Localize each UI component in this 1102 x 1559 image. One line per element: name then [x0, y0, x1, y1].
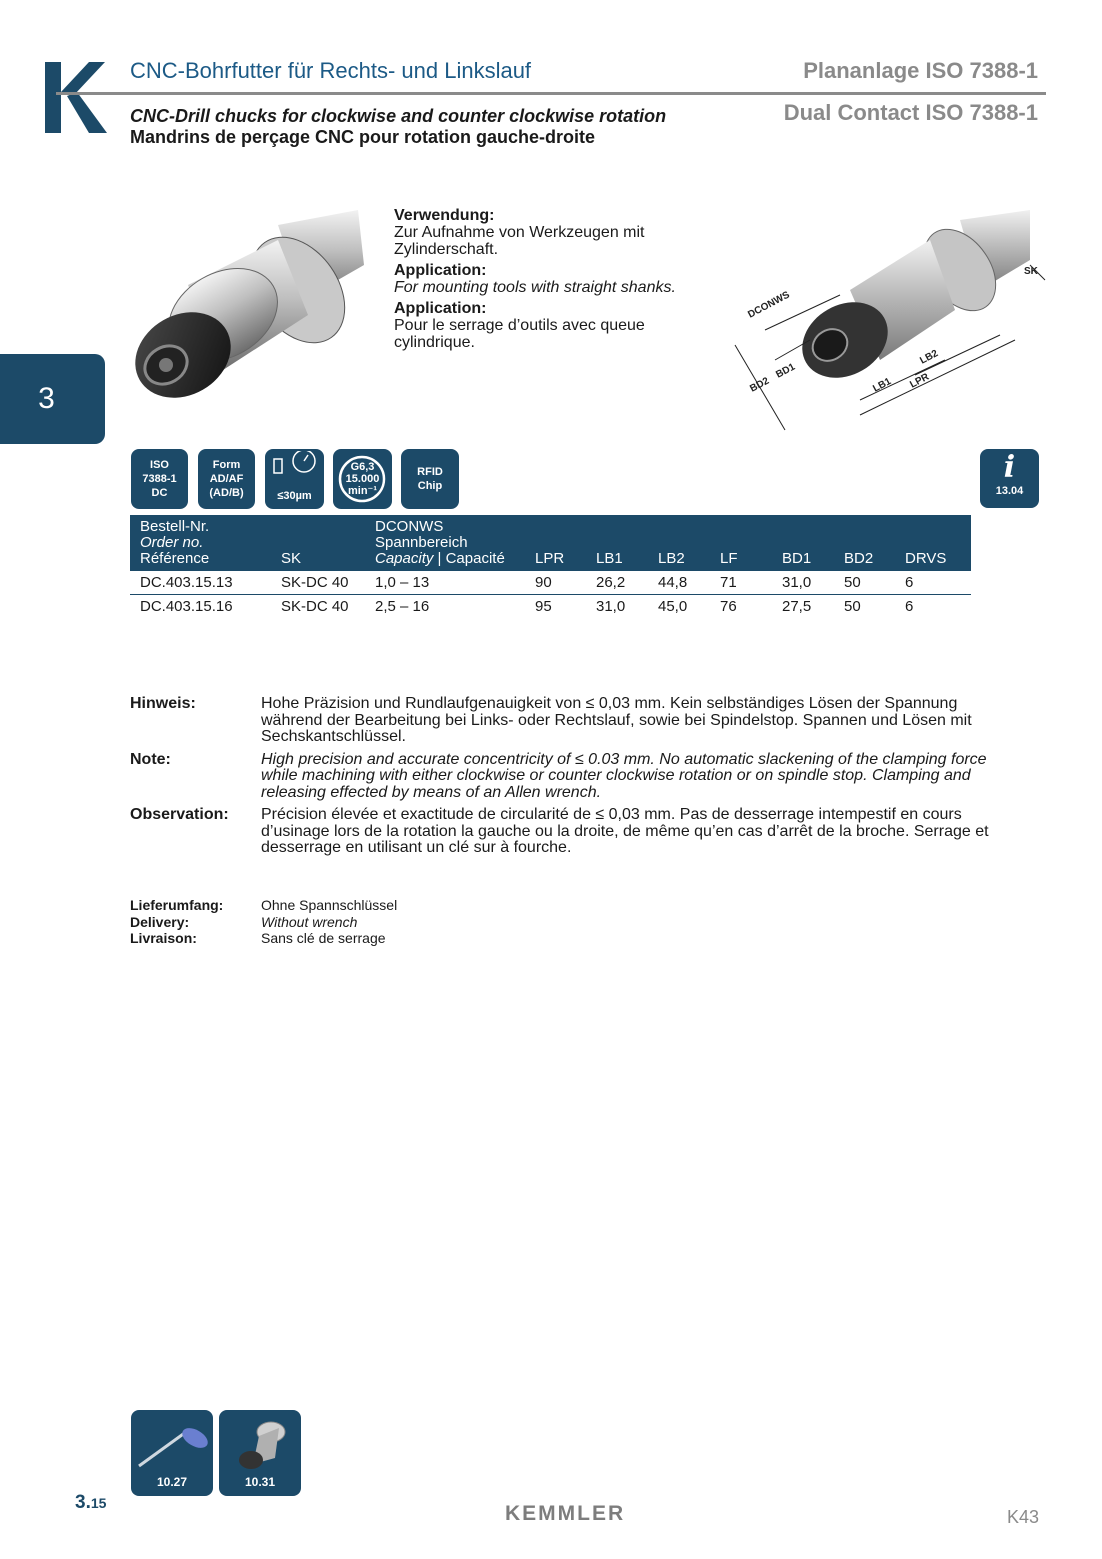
drill-chuck-photo — [128, 205, 368, 405]
note-fr-label: Observation: — [130, 806, 229, 823]
diagram-label-lb1: LB1 — [871, 376, 894, 395]
accessory-hex-key[interactable]: 10.27 — [131, 1410, 213, 1496]
title-english: CNC-Drill chucks for clockwise and counter clockwise rotation — [130, 106, 667, 126]
table-header-row: Bestell-Nr. Order no. Référence SK DCONWS Spannbereich Capacity | Capacité LPR LB1 LB2 LF BD1 BD2 DRVS — [130, 515, 971, 571]
diagram-label-lb2: LB2 — [918, 348, 941, 367]
kemmler-k-logo — [45, 62, 107, 134]
dimension-diagram — [730, 200, 1050, 440]
description-en-text: For mounting tools with straight shanks. — [394, 279, 676, 296]
diagram-label-bd1: BD1 — [774, 361, 798, 381]
diagram-label-dconws: DCONWS — [746, 289, 792, 321]
title-right-english: Dual Contact ISO 7388-1 — [783, 100, 1038, 125]
diagram-label-bd2: BD2 — [748, 375, 772, 395]
title-right-german: Plananlage ISO 7388-1 — [803, 58, 1038, 83]
dial-gauge-icon — [270, 451, 320, 481]
diagram-label-lpr: LPR — [908, 371, 932, 391]
info-badge[interactable]: i 13.04 — [980, 449, 1039, 508]
page-number: 3.15 — [75, 1492, 107, 1513]
title-german: CNC-Bohrfutter für Rechts- und Linkslauf — [130, 58, 532, 83]
accessory-pull-stud[interactable]: 10.31 — [219, 1410, 301, 1496]
note-de-label: Hinweis: — [130, 695, 196, 712]
note-fr-text: Précision élevée et exactitude de circularité de ≤ 0,03 mm. Pas de desserrage intempestif en cours d’usinage lors de la rotation la gauche ou la droite, de même qu’en cas d’arrêt de la broche. Serrage et desserrage en utilisant un clé sur à fourche. — [261, 806, 989, 856]
description-fr-text: Pour le serrage d’outils avec queue cylindrique. — [394, 317, 645, 351]
hex-key-icon — [131, 1414, 213, 1474]
delivery-section: Lieferumfang: Ohne Spannschlüssel Delivery: Without wrench Livraison: Sans clé de serrage — [130, 897, 398, 946]
brand-name: KEMMLER — [505, 1502, 626, 1525]
notes-section — [130, 696, 990, 863]
catalog-code: K43 — [1006, 1507, 1039, 1527]
table-row[interactable]: DC.403.15.13 SK-DC 40 1,0 – 13 90 26,2 44,8 71 31,0 50 6 — [130, 571, 971, 595]
description-de-text: Zur Aufnahme von Werkzeugen mit Zylinderschaft. — [394, 224, 645, 258]
runout-badge: ≤30µm — [265, 449, 324, 509]
description-en-heading: Application: — [394, 262, 487, 279]
description-fr-heading: Application: — [394, 300, 487, 317]
form-badge: Form AD/AF (AD/B) — [198, 449, 255, 509]
description — [394, 207, 724, 351]
iso-badge: ISO 7388-1 DC — [131, 449, 188, 509]
diagram-label-sk: SK — [1024, 266, 1038, 277]
table-row[interactable]: DC.403.15.16 SK-DC 40 2,5 – 16 95 31,0 45,0 76 27,5 50 6 — [140, 598, 914, 615]
note-de-text: Hohe Präzision und Rundlaufgenauigkeit von ≤ 0,03 mm. Kein selbständiges Lösen der Spannung während der Bearbeitung bei Links- oder Rechtslauf, sowie bei Spindelstop. Spannen und Lösen mit Sechskantschlüssel. — [261, 695, 972, 745]
section-tab[interactable]: 3 — [0, 354, 105, 444]
balance-badge: G6,3 15.000 min⁻¹ — [333, 449, 392, 509]
note-en-label: Note: — [130, 750, 171, 768]
info-icon: i — [1003, 450, 1016, 485]
product-table — [130, 515, 971, 618]
pull-stud-icon — [219, 1414, 301, 1476]
rfid-badge: RFID Chip — [401, 449, 459, 509]
description-de-heading: Verwendung: — [394, 207, 495, 224]
note-en-text: High precision and accurate concentricity of ≤ 0.03 mm. No automatic slackening of the clamping force while machining with either clockwise or counter clockwise rotation or on spindle stop. Clamping and releasing effected by means of an Allen wrench. — [261, 750, 987, 801]
title-french: Mandrins de perçage CNC pour rotation gauche-droite — [130, 127, 596, 147]
header-rule — [56, 92, 1046, 95]
